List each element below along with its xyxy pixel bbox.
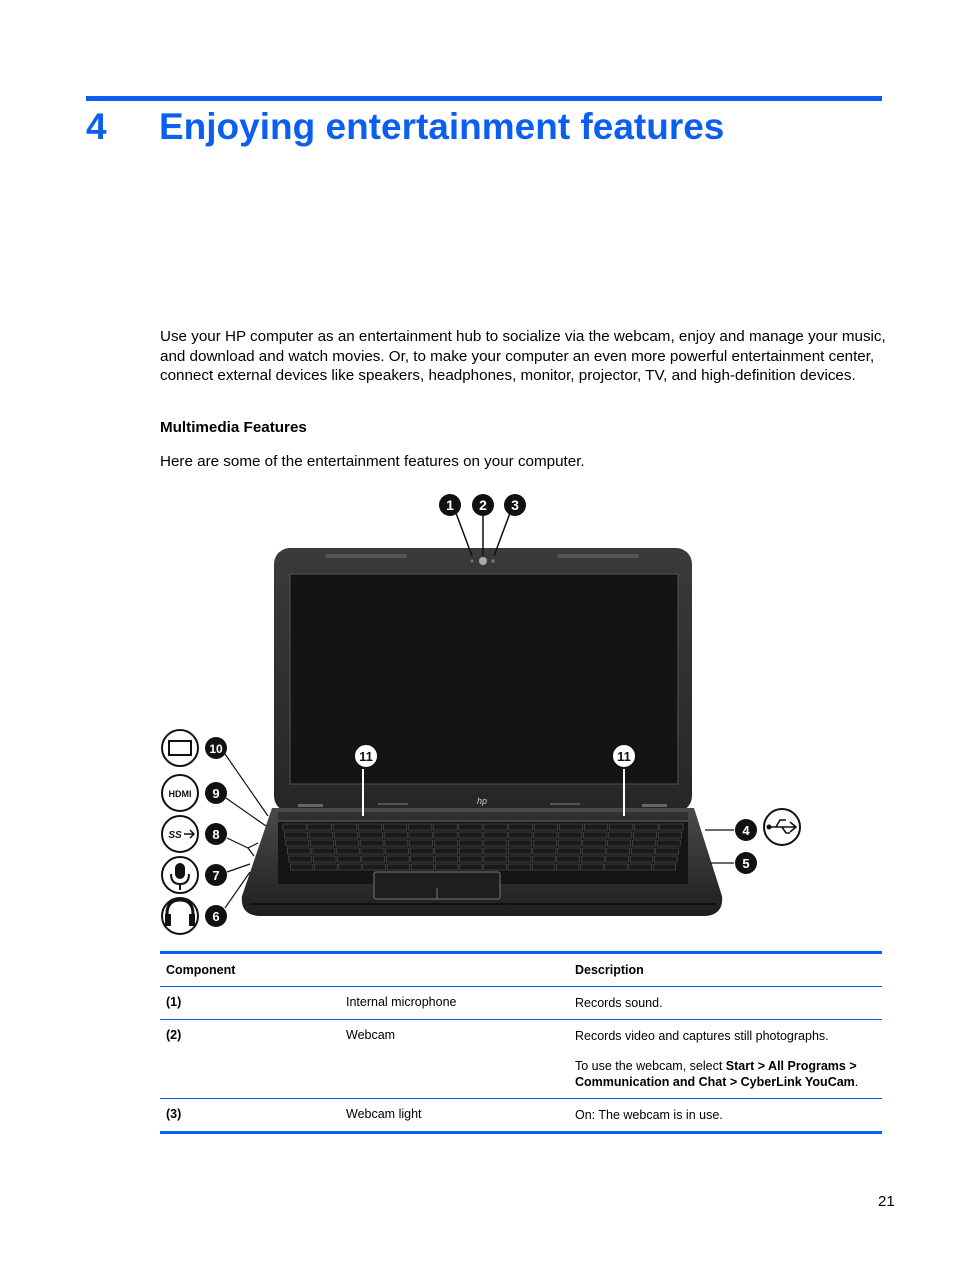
keyboard-key (339, 864, 362, 870)
keyboard-key (559, 824, 583, 830)
keyboard-key (336, 848, 359, 854)
callout-8 (205, 823, 258, 856)
keyboard-key (384, 832, 407, 838)
keyboard-key (584, 832, 607, 838)
row-number: (2) (166, 1028, 182, 1042)
keyboard-key (484, 864, 507, 870)
row-description: Records video and captures still photographs. To use the webcam, select Start > All Programs > Communication and Chat > CyberLink YouCam. (569, 1020, 882, 1099)
keyboard-key (608, 840, 631, 846)
keyboard-key (434, 824, 458, 830)
keyboard-key (411, 856, 434, 862)
keyboard-key (509, 832, 532, 838)
keyboard-key (532, 864, 555, 870)
keyboard-key (484, 832, 507, 838)
table-row (160, 987, 882, 1020)
keyboard-key (584, 824, 608, 830)
keyboard-key (311, 840, 334, 846)
keyboard-key (410, 848, 433, 854)
header-blank (340, 953, 569, 987)
svg-text:7: 7 (212, 868, 220, 883)
keyboard-key (632, 840, 655, 846)
keyboard-key (284, 832, 307, 838)
row-component: Webcam light (346, 1107, 422, 1121)
callout-9 (205, 782, 266, 826)
keyboard-key (607, 848, 630, 854)
keyboard-key (606, 856, 629, 862)
keyboard-key (534, 824, 558, 830)
keyboard-key (658, 832, 681, 838)
keyboard-key (631, 848, 654, 854)
table-header-row (160, 953, 882, 987)
svg-text:10: 10 (209, 742, 223, 756)
keyboard-key (386, 848, 409, 854)
svg-text:SS: SS (168, 830, 182, 841)
keyboard-key (361, 848, 384, 854)
keyboard-key (335, 840, 358, 846)
keyboard-key (313, 856, 336, 862)
keyboard-key (286, 840, 309, 846)
keyboard-key (459, 856, 482, 862)
headphones-icon (162, 898, 198, 934)
webcam-note: To use the webcam, select Start > All Programs > Communication and Chat > CyberLink YouCam. (575, 1059, 859, 1089)
callout-1 (439, 494, 472, 556)
svg-text:1: 1 (446, 497, 454, 513)
header-description: Description (575, 963, 644, 977)
keyboard-key (660, 824, 684, 830)
keyboard-key (633, 832, 656, 838)
keyboard-key (583, 840, 606, 846)
keyboard-key (609, 824, 633, 830)
svg-text:9: 9 (212, 786, 220, 801)
callout-10 (205, 737, 268, 816)
internal-microphone (471, 560, 474, 563)
hdmi-icon (162, 775, 198, 811)
intro-paragraph: Use your HP computer as an entertainment hub to socialize via the webcam, enjoy and manage your music, and download and watch movies. Or, to make your computer an even more powerful entertainment center, connect external devices like speakers, headphones, monitor, projector, TV, and high-definition devices. (160, 328, 886, 384)
svg-text:8: 8 (212, 827, 220, 842)
keyboard-key (434, 840, 457, 846)
microphone-icon (162, 857, 198, 893)
keyboard-key (408, 824, 432, 830)
row-component: Webcam (346, 1028, 396, 1042)
keyboard-key (435, 848, 458, 854)
keyboard-key (508, 848, 531, 854)
keyboard-key (283, 824, 307, 830)
hp-logo: hp (476, 796, 488, 806)
table-row (160, 1020, 882, 1099)
callout-3 (494, 494, 526, 556)
page-number: 21 (878, 1193, 895, 1210)
touchpad (374, 872, 500, 899)
table-row (160, 1099, 882, 1133)
svg-text:11: 11 (359, 749, 373, 764)
keyboard-key (459, 832, 482, 838)
laptop-figure (150, 486, 810, 946)
section-lead: Here are some of the entertainment features on your computer. (160, 453, 585, 470)
keyboard-key (630, 856, 653, 862)
keyboard-key (459, 840, 482, 846)
keyboard-key (654, 856, 677, 862)
keyboard-key (534, 832, 557, 838)
row-component: Internal microphone (346, 995, 457, 1009)
row-description: Records sound. (575, 996, 663, 1010)
components-table (160, 951, 882, 1134)
keyboard-key (635, 824, 659, 830)
keyboard-key (609, 832, 632, 838)
keyboard-key (653, 864, 676, 870)
keyboard-key (338, 856, 361, 862)
callout-4 (705, 819, 757, 841)
chapter-rule (86, 96, 882, 101)
display-port-icon (162, 730, 198, 766)
svg-text:5: 5 (742, 856, 750, 871)
keyboard-key (363, 864, 386, 870)
keyboard-key (360, 840, 383, 846)
row-number: (3) (166, 1107, 182, 1121)
keyboard-key (509, 824, 533, 830)
keyboard-key (558, 840, 581, 846)
row-number: (1) (166, 995, 182, 1009)
keyboard-key (559, 832, 582, 838)
chapter-number: 4 (86, 106, 107, 147)
webcam-light (491, 559, 495, 563)
keyboard-key (334, 832, 357, 838)
keyboard-key (287, 848, 310, 854)
keyboard-key (509, 840, 532, 846)
keyboard-key (533, 848, 556, 854)
keyboard-key (556, 864, 579, 870)
keyboard-key (484, 824, 508, 830)
svg-text:2: 2 (479, 497, 487, 513)
keyboard-key (629, 864, 652, 870)
keyboard-key (359, 832, 382, 838)
keyboard-key (387, 864, 410, 870)
keyboard-key (290, 864, 313, 870)
keyboard-key (315, 864, 338, 870)
keyboard-key (435, 864, 458, 870)
keyboard-key (605, 864, 628, 870)
keyboard-key (557, 856, 580, 862)
keyboard-key (558, 848, 581, 854)
keyboard-key (362, 856, 385, 862)
keyboard-key (533, 840, 556, 846)
svg-text:HDMI: HDMI (168, 789, 192, 799)
keyboard-key (533, 856, 556, 862)
keyboard-key (581, 864, 604, 870)
keyboard-key (508, 856, 531, 862)
keyboard-key (435, 856, 458, 862)
callout-5 (710, 852, 757, 874)
keyboard-key (333, 824, 357, 830)
section-heading: Multimedia Features (160, 419, 307, 436)
webcam-lens (479, 557, 487, 565)
keyboard-key (289, 856, 312, 862)
keyboard-key (308, 824, 332, 830)
keyboard-key (657, 840, 680, 846)
row-description: On: The webcam is in use. (575, 1108, 723, 1122)
usb3-icon (162, 816, 198, 852)
keyboard-key (459, 824, 483, 830)
callout-2 (472, 494, 494, 556)
keyboard-key (309, 832, 332, 838)
keyboard-key (459, 848, 482, 854)
keyboard-key (484, 856, 507, 862)
keyboard-key (386, 856, 409, 862)
keyboard-key (460, 864, 483, 870)
keyboard-key (484, 848, 507, 854)
svg-text:4: 4 (742, 823, 750, 838)
keyboard-key (312, 848, 335, 854)
laptop-lid (274, 548, 692, 812)
keyboard-key (434, 832, 457, 838)
keyboard-key (656, 848, 679, 854)
keyboard-key (409, 832, 432, 838)
keyboard-key (508, 864, 531, 870)
svg-text:3: 3 (511, 497, 519, 513)
keyboard-key (383, 824, 407, 830)
keyboard-key (581, 856, 604, 862)
chapter-title: Enjoying entertainment features (159, 106, 725, 147)
keyboard-key (410, 840, 433, 846)
svg-text:11: 11 (617, 749, 631, 764)
svg-text:6: 6 (212, 909, 220, 924)
keyboard-key (411, 864, 434, 870)
keyboard-key (385, 840, 408, 846)
usb-icon (764, 809, 800, 845)
header-component: Component (166, 963, 236, 977)
keyboard-key (582, 848, 605, 854)
keyboard-key (484, 840, 507, 846)
keyboard-key (358, 824, 382, 830)
